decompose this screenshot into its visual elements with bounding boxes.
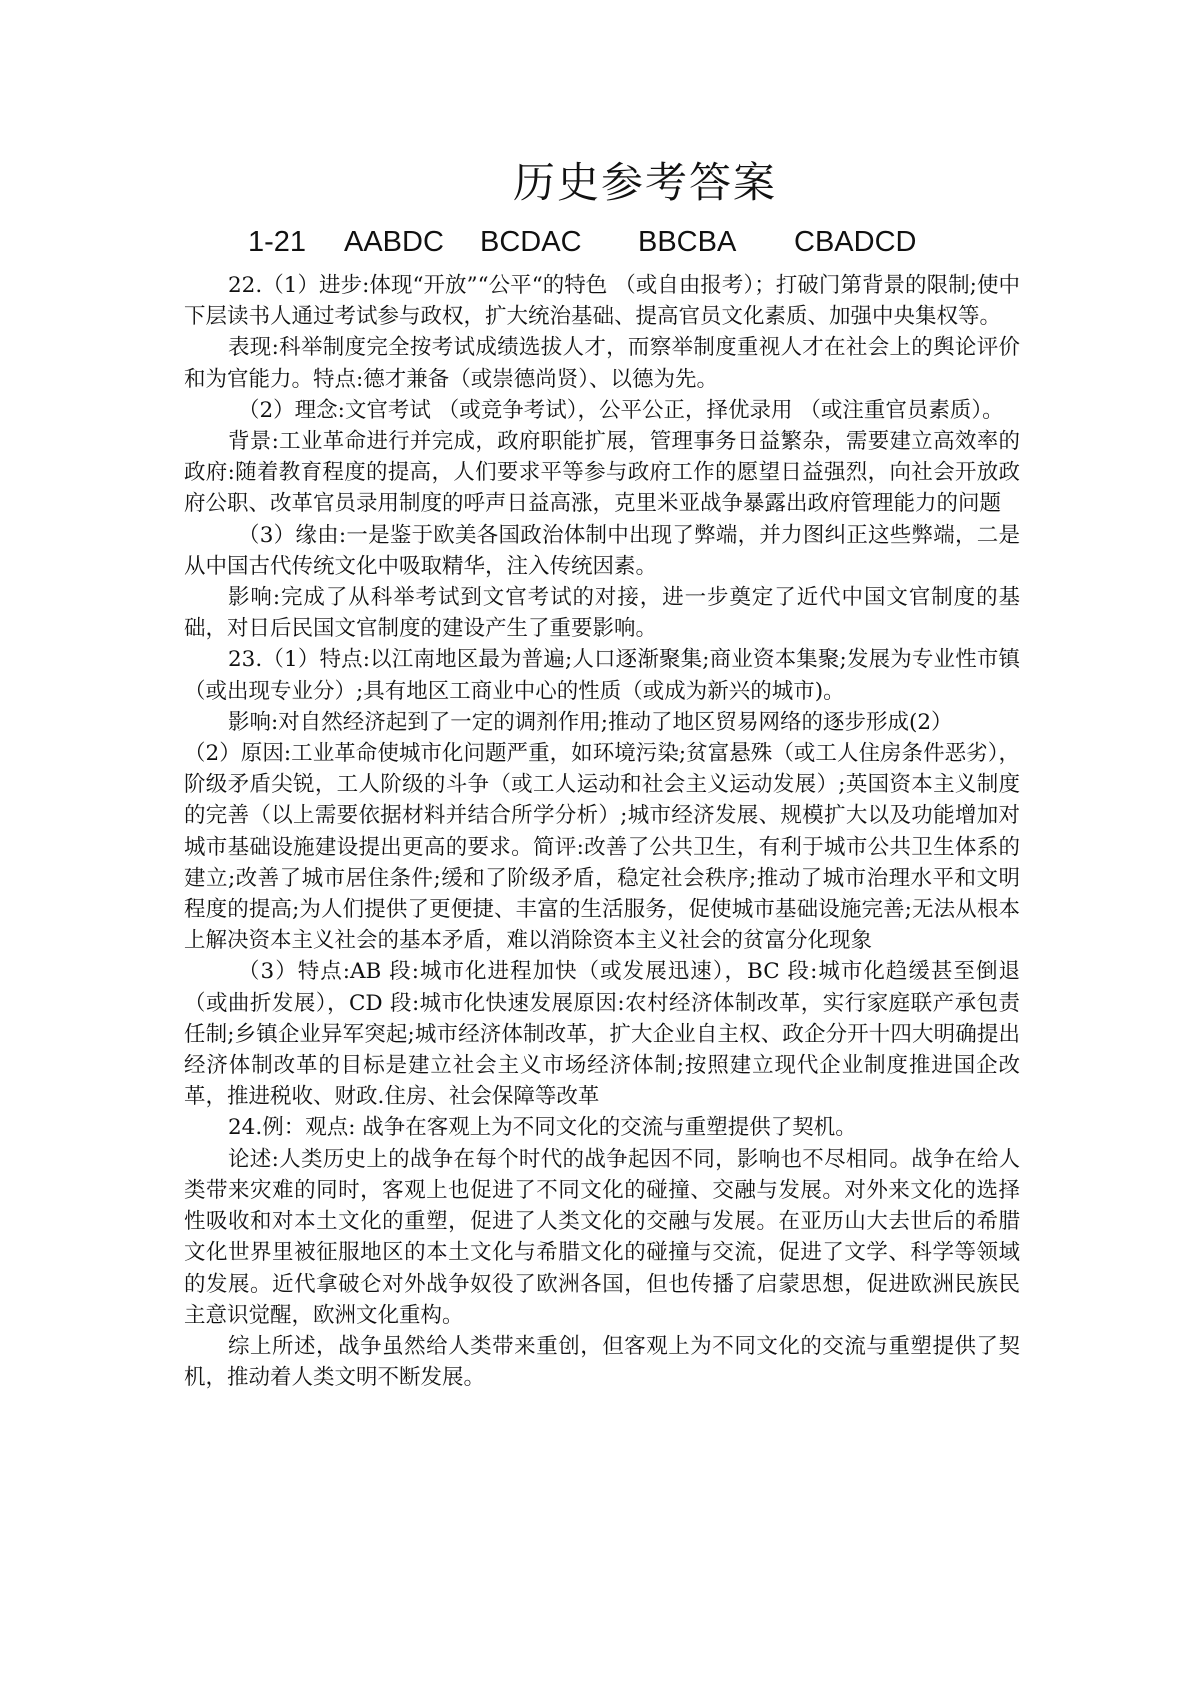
q22-part1-progress: 22.（1）进步:体现“开放”“公平“的特色 （或自由报考）；打破门第背景的限制;使中下层读书人通过考试参与政权，扩大统治基础、提高官员文化素质、加强中央集权等。 — [184, 273, 1020, 330]
answer-range: 1-21 — [248, 226, 307, 258]
q22-part2-background: 背景:工业革命进行并完成，政府职能扩展，管理事务日益繁杂，需要建立高效率的政府:随着教育程度的提高，人们要求平等参与政府工作的愿望日益强烈，向社会开放政府公职、改革官员录用制度的呼声日益高涨，克里米亚战争暴露出政府管理能力的问题 — [184, 429, 1020, 517]
q22-part1-performance: 表现:科举制度完全按考试成绩选拔人才，而察举制度重视人才在社会上的舆论评价和为官能力。特点:德才兼备（或崇德尚贤）、以德为先。 — [184, 335, 1020, 392]
q22-part3-impact: 影响:完成了从科举考试到文官考试的对接，进一步奠定了近代中国文官制度的基础，对日后民国文官制度的建设产生了重要影响。 — [184, 585, 1020, 642]
answer-group-4: CBADCD — [794, 226, 917, 258]
q22-part3-reason: （3）缘由:一是鉴于欧美各国政治体制中出现了弊端，并力图纠正这些弊端，二是从中国古代传统文化中吸取精华，注入传统因素。 — [184, 522, 1020, 579]
q23-part1-impact: 影响:对自然经济起到了一定的调剂作用;推动了地区贸易网络的逐步形成(2） — [228, 709, 953, 735]
page-title: 历史参考答案 — [512, 158, 777, 207]
q23-part3: （3）特点:AB 段:城市化进程加快（或发展迅速），BC 段:城市化趋缓甚至倒退（或曲折发展），CD 段:城市化快速发展原因:农村经济体制改革，实行家庭联产承包责任制;乡镇企业异军突起;城市经济体制改革，扩大企业自主权、政企分开十四大明确提出经济体制改革的目标是建立社会主义市场经济体制;按照建立现代企业制度推进国企改革，推进税收、财政.住房、社会保障等改革 — [184, 959, 1020, 1110]
q23-part1-features: 23.（1）特点:以江南地区最为普遍;人口逐渐聚集;商业资本集聚;发展为专业性市镇（或出现专业分）;具有地区工商业中心的性质（或成为新兴的城市)。 — [184, 647, 1020, 704]
answer-group-1: AABDC — [344, 226, 444, 258]
q24-conclusion: 综上所述，战争虽然给人类带来重创，但客观上为不同文化的交流与重塑提供了契机，推动着人类文明不断发展。 — [184, 1333, 1020, 1391]
answer-body — [184, 270, 1020, 1393]
q24-argument: 论述:人类历史上的战争在每个时代的战争起因不同，影响也不尽相同。战争在给人类带来灾难的同时，客观上也促进了不同文化的碰撞、交融与发展。对外来文化的选择性吸收和对本土文化的重塑，促进了人类文化的交融与发展。在亚历山大去世后的希腊文化世界里被征服地区的本土文化与希腊文化的碰撞与交流，促进了文学、科学等领域的发展。近代拿破仑对外战争奴役了欧洲各国，但也传播了启蒙思想，促进欧洲民族民主意识觉醒，欧洲文化重构。 — [184, 1146, 1020, 1328]
answer-group-2: BCDAC — [480, 226, 582, 258]
q23-part2: （2）原因:工业革命使城市化问题严重，如环境污染;贫富悬殊（或工人住房条件恶劣），阶级矛盾尖锐，工人阶级的斗争（或工人运动和社会主义运动发展）;英国资本主义制度的完善（以上需要依据材料并结合所学分析）;城市经济发展、规模扩大以及功能增加对城市基础设施建设提出更高的要求。简评:改善了公共卫生，有利于城市公共卫生体系的建立;改善了城市居住条件;缓和了阶级矛盾，稳定社会秩序;推动了城市治理水平和文明程度的提高;为人们提供了更便捷、丰富的生活服务，促使城市基础设施完善;无法从根本上解决资本主义社会的基本矛盾，难以消除资本主义社会的贫富分化现象 — [184, 741, 1020, 954]
q22-part2-concept: （2）理念:文官考试 （或竞争考试），公平公正，择优录用 （或注重官员素质）。 — [238, 397, 1004, 423]
q24-viewpoint: 24.例：观点: 战争在客观上为不同文化的交流与重塑提供了契机。 — [228, 1115, 857, 1141]
answer-group-3: BBCBA — [638, 226, 737, 258]
